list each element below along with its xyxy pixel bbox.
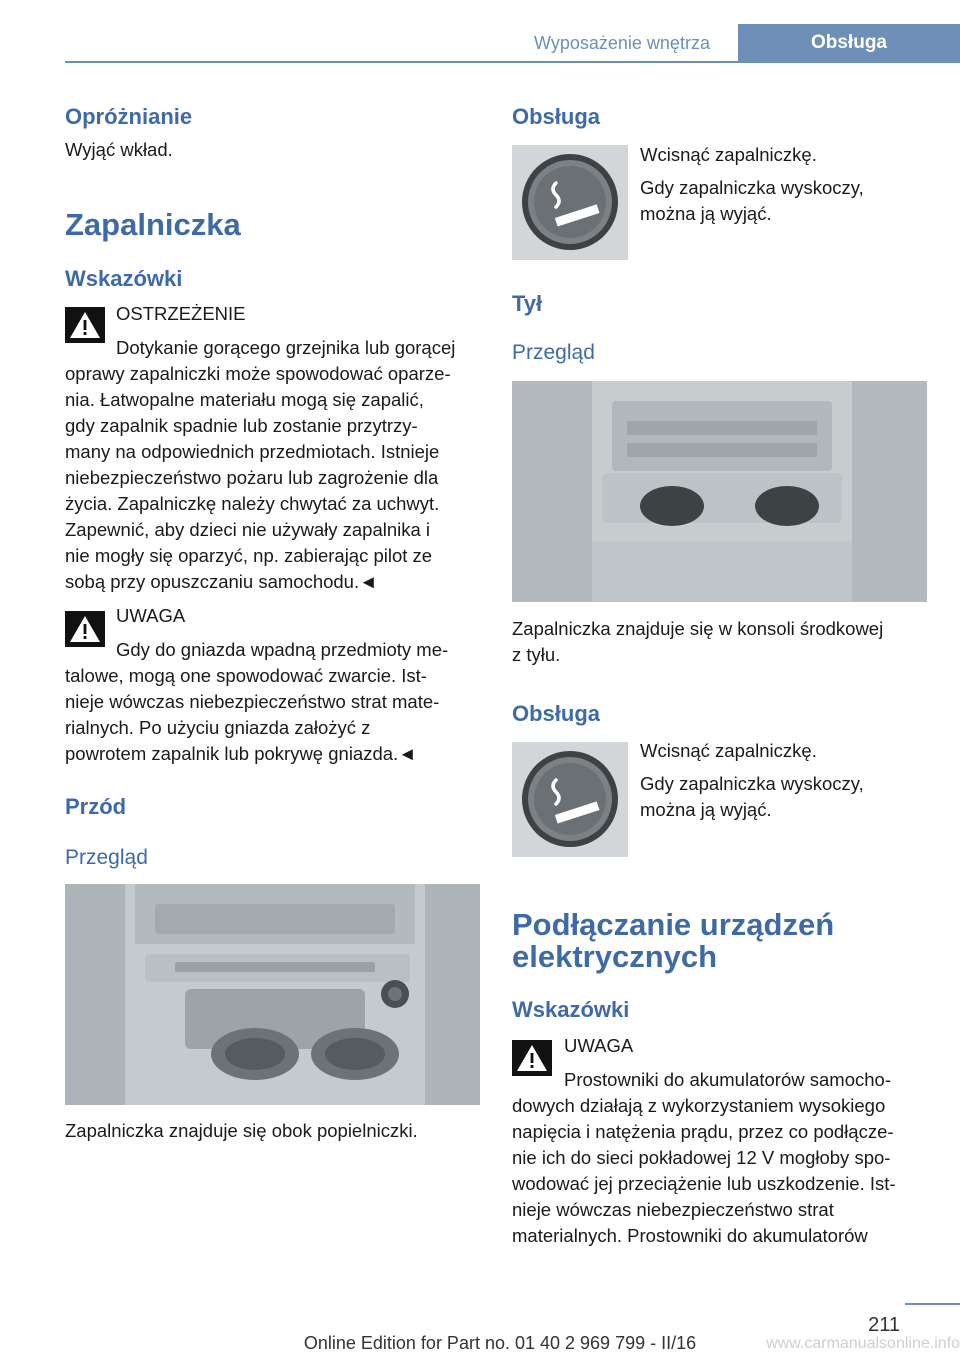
header-rule <box>65 61 960 63</box>
warning2-line: talowe, mogą one spowodować zwarcie. Ist- <box>65 665 427 686</box>
lighter-button-image <box>512 742 628 857</box>
connect-notes-heading: Wskazówki <box>512 997 630 1022</box>
connect-warning-line: wodować jej przeciążenie lub uszkodzenie. Ist- <box>512 1173 896 1194</box>
connect-warning-text <box>512 1093 932 1249</box>
warning1-label: OSTRZEŻENIE <box>116 303 246 324</box>
header-section-title: Wyposażenie wnętrza <box>534 33 710 53</box>
warning1-line: gdy zapalnik spadnie lub zostanie przytrzy- <box>65 415 418 436</box>
operation-heading: Obsługa <box>512 104 601 129</box>
warning2-line: powrotem zapalnik lub pokrywę gniazda.◄ <box>65 743 417 764</box>
connect-warning-label: UWAGA <box>564 1035 634 1056</box>
footer-rule <box>905 1303 960 1305</box>
front-heading: Przód <box>65 794 127 819</box>
op1-line3: można ją wyjąć. <box>640 203 772 224</box>
warning1-line: many na odpowiednich przedmiotach. Istnieje <box>65 441 440 462</box>
warning2-label: UWAGA <box>116 605 186 626</box>
connect-warning-line: nie ich do sieci pokładowej 12 V mogłoby spo- <box>512 1147 891 1168</box>
rear-caption-line1: Zapalniczka znajduje się w konsoli środkowej <box>512 618 884 639</box>
page-number: 211 <box>868 1314 900 1336</box>
edition-line: Online Edition for Part no. 01 40 2 969 799 - II/16 <box>303 1333 697 1353</box>
emptying-heading: Opróżnianie <box>65 104 193 129</box>
front-caption: Zapalniczka znajduje się obok popielniczki. <box>65 1120 418 1141</box>
notes-heading: Wskazówki <box>65 266 183 291</box>
connect-warning-line: napięcia i natężenia prądu, przez co podłącze- <box>512 1121 894 1142</box>
op1-line1: Wcisnąć zapalniczkę. <box>640 144 817 165</box>
warning2-line: rialnych. Po użyciu gniazda założyć z <box>65 717 371 738</box>
warning1-line: Zapewnić, aby dzieci nie używały zapalnika i <box>65 519 431 540</box>
op2-line3: można ją wyjąć. <box>640 799 772 820</box>
rear-overview-heading: Przegląd <box>512 341 595 364</box>
connect-warning-line: nieje wówczas niebezpieczeństwo strat <box>512 1199 834 1220</box>
warning1-line: niebezpieczeństwo pożaru lub zagrożenie dla <box>65 467 439 488</box>
lighter-heading: Zapalniczka <box>65 207 241 242</box>
warning-icon <box>512 1040 552 1076</box>
warning2-text <box>65 663 485 767</box>
front-console-image <box>65 884 480 1105</box>
warning-icon <box>65 307 105 343</box>
warning1-line: sobą przy opuszczaniu samochodu.◄ <box>65 571 378 592</box>
warning1-text <box>65 361 485 595</box>
warning1-line: oprawy zapalniczki może spowodować oparze- <box>65 363 451 384</box>
op2-line1: Wcisnąć zapalniczkę. <box>640 740 817 761</box>
watermark[interactable]: www.carmanualsonline.info <box>766 1335 960 1352</box>
lighter-button-image <box>512 145 628 260</box>
connect-heading-line2: elektrycznych <box>512 939 718 974</box>
warning1-first-line: Dotykanie gorącego grzejnika lub gorącej <box>116 337 456 358</box>
front-overview-heading: Przegląd <box>65 846 148 869</box>
emptying-text: Wyjąć wkład. <box>65 139 173 160</box>
operation2-heading: Obsługa <box>512 701 601 726</box>
warning1-line: życia. Zapalniczkę należy chwytać za uchwyt. <box>65 493 440 514</box>
connect-warning-first-line: Prostowniki do akumulatorów samocho- <box>564 1069 891 1090</box>
warning-icon <box>65 611 105 647</box>
warning2-line: nieje wówczas niebezpieczeństwo strat mate- <box>65 691 440 712</box>
warning1-line: nia. Łatwopalne materiału mogą się zapalić, <box>65 389 424 410</box>
connect-warning-line: materialnych. Prostowniki do akumulatorów <box>512 1225 868 1246</box>
op1-line2: Gdy zapalniczka wyskoczy, <box>640 177 864 198</box>
warning1-line: nie mogły się oparzyć, np. zabierając pilot ze <box>65 545 433 566</box>
op2-line2: Gdy zapalniczka wyskoczy, <box>640 773 864 794</box>
rear-console-image <box>512 381 927 602</box>
header-active-tab[interactable]: Obsługa <box>738 24 960 61</box>
connect-heading-line1: Podłączanie urządzeń <box>512 907 835 942</box>
rear-heading: Tył <box>512 291 543 316</box>
warning2-first-line: Gdy do gniazda wpadną przedmioty me- <box>116 639 449 660</box>
connect-warning-line: dowych działają z wykorzystaniem wysokiego <box>512 1095 886 1116</box>
rear-caption-line2: z tyłu. <box>512 644 561 665</box>
